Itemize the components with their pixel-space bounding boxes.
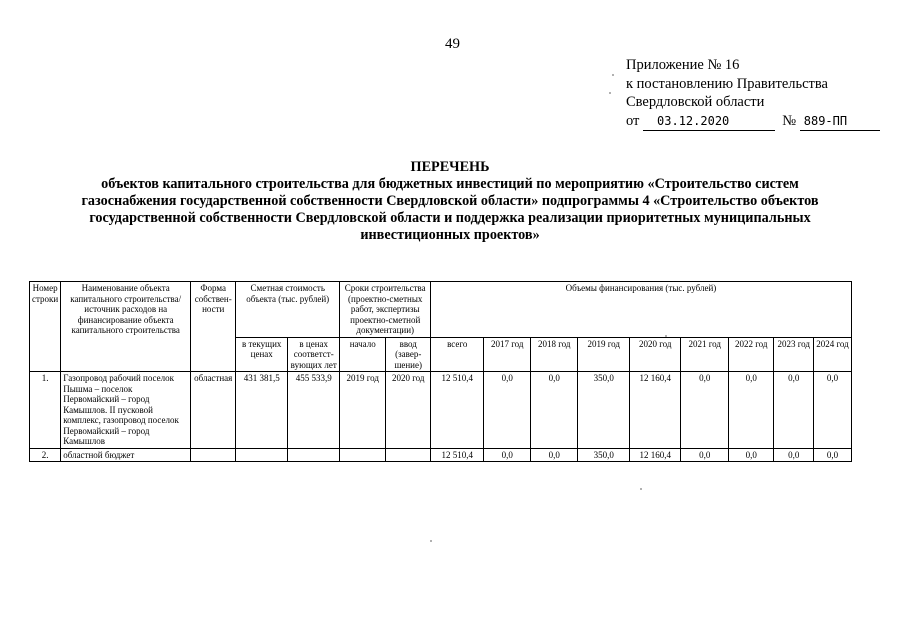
appendix-block	[626, 56, 880, 131]
table-row	[30, 448, 852, 462]
number-prefix: №	[782, 112, 797, 129]
page-number: 49	[445, 36, 460, 52]
scan-speck	[609, 92, 611, 94]
cell-start: 2019 год	[340, 372, 386, 449]
cell-cost-indexed	[288, 448, 340, 462]
cell-cost-current	[236, 448, 288, 462]
header-funding: Объемы финансирования (тыс. рублей)	[431, 282, 852, 338]
cell-2020: 12 160,4	[630, 448, 681, 462]
cell-2020: 12 160,4	[630, 372, 681, 449]
number-value: 889-ПП	[800, 112, 880, 132]
cell-2023: 0,0	[774, 448, 814, 462]
cell-2021: 0,0	[681, 372, 729, 449]
cell-name: Газопровод рабочий поселок Пышма – поселок Первомайский – город Камышлов. II пусковой комплекс, газопровод поселок Первомайский – город Камышлов	[61, 372, 191, 449]
header-term-end: ввод (завер-шение)	[386, 337, 431, 372]
title-line-2: газоснабжения государственной собственности Свердловской области» подпрограммы 4 «Строительство объектов	[81, 193, 819, 209]
scan-speck	[665, 335, 667, 337]
cell-cost-current: 431 381,5	[236, 372, 288, 449]
table-row	[30, 372, 852, 449]
header-2024: 2024 год	[814, 337, 852, 372]
cell-cost-indexed: 455 533,9	[288, 372, 340, 449]
cell-name: областной бюджет	[61, 448, 191, 462]
appendix-date-line	[626, 112, 880, 132]
cell-2023: 0,0	[774, 372, 814, 449]
cell-2024: 0,0	[814, 372, 852, 449]
cell-ownership: областная	[191, 372, 236, 449]
cell-total: 12 510,4	[431, 448, 484, 462]
appendix-line-2: к постановлению Правительства	[626, 75, 828, 92]
scan-speck	[430, 540, 432, 542]
document-title	[60, 159, 840, 244]
cell-2018: 0,0	[531, 372, 578, 449]
title-line-4: инвестиционных проектов»	[360, 227, 540, 243]
title-line-1: объектов капитального строительства для бюджетных инвестиций по мероприятию «Строительство систем	[101, 176, 799, 192]
cell-total: 12 510,4	[431, 372, 484, 449]
header-2020: 2020 год	[630, 337, 681, 372]
header-terms: Сроки строительства (проектно-сметных работ, экспертизы проектно-сметной документации)	[340, 282, 431, 338]
header-2021: 2021 год	[681, 337, 729, 372]
objects-table	[29, 281, 852, 462]
cell-2017: 0,0	[484, 448, 531, 462]
cell-num: 2.	[30, 448, 61, 462]
cell-num: 1.	[30, 372, 61, 449]
cell-2021: 0,0	[681, 448, 729, 462]
header-2018: 2018 год	[531, 337, 578, 372]
header-2022: 2022 год	[729, 337, 774, 372]
cell-2022: 0,0	[729, 372, 774, 449]
header-row-num: Номер строки	[30, 282, 61, 372]
appendix-line-3: Свердловской области	[626, 94, 765, 110]
header-name: Наименование объекта капитального строительства/ источник расходов на финансирование объекта капитального строительства	[61, 282, 191, 372]
header-2017: 2017 год	[484, 337, 531, 372]
cell-2024: 0,0	[814, 448, 852, 462]
header-total: всего	[431, 337, 484, 372]
header-2019: 2019 год	[578, 337, 630, 372]
date-prefix: от	[626, 112, 640, 129]
scan-speck	[640, 488, 642, 490]
scan-speck	[612, 74, 614, 76]
header-term-start: начало	[340, 337, 386, 372]
date-value: 03.12.2020	[643, 112, 775, 132]
cell-end: 2020 год	[386, 372, 431, 449]
cell-end	[386, 448, 431, 462]
header-cost-indexed: в ценах соответст-вующих лет	[288, 337, 340, 372]
cell-2022: 0,0	[729, 448, 774, 462]
cell-ownership	[191, 448, 236, 462]
cell-2019: 350,0	[578, 372, 630, 449]
title-line-3: государственной собственности Свердловской области и поддержка реализации приоритетных муниципальных	[89, 210, 811, 226]
cell-2019: 350,0	[578, 448, 630, 462]
header-ownership: Форма собствен-ности	[191, 282, 236, 372]
header-cost: Сметная стоимость объекта (тыс. рублей)	[236, 282, 340, 338]
header-2023: 2023 год	[774, 337, 814, 372]
title-heading: ПЕРЕЧЕНЬ	[410, 159, 490, 175]
cell-2018: 0,0	[531, 448, 578, 462]
appendix-line-1: Приложение № 16	[626, 57, 740, 73]
cell-2017: 0,0	[484, 372, 531, 449]
header-cost-current: в текущих ценах	[236, 337, 288, 372]
cell-start	[340, 448, 386, 462]
